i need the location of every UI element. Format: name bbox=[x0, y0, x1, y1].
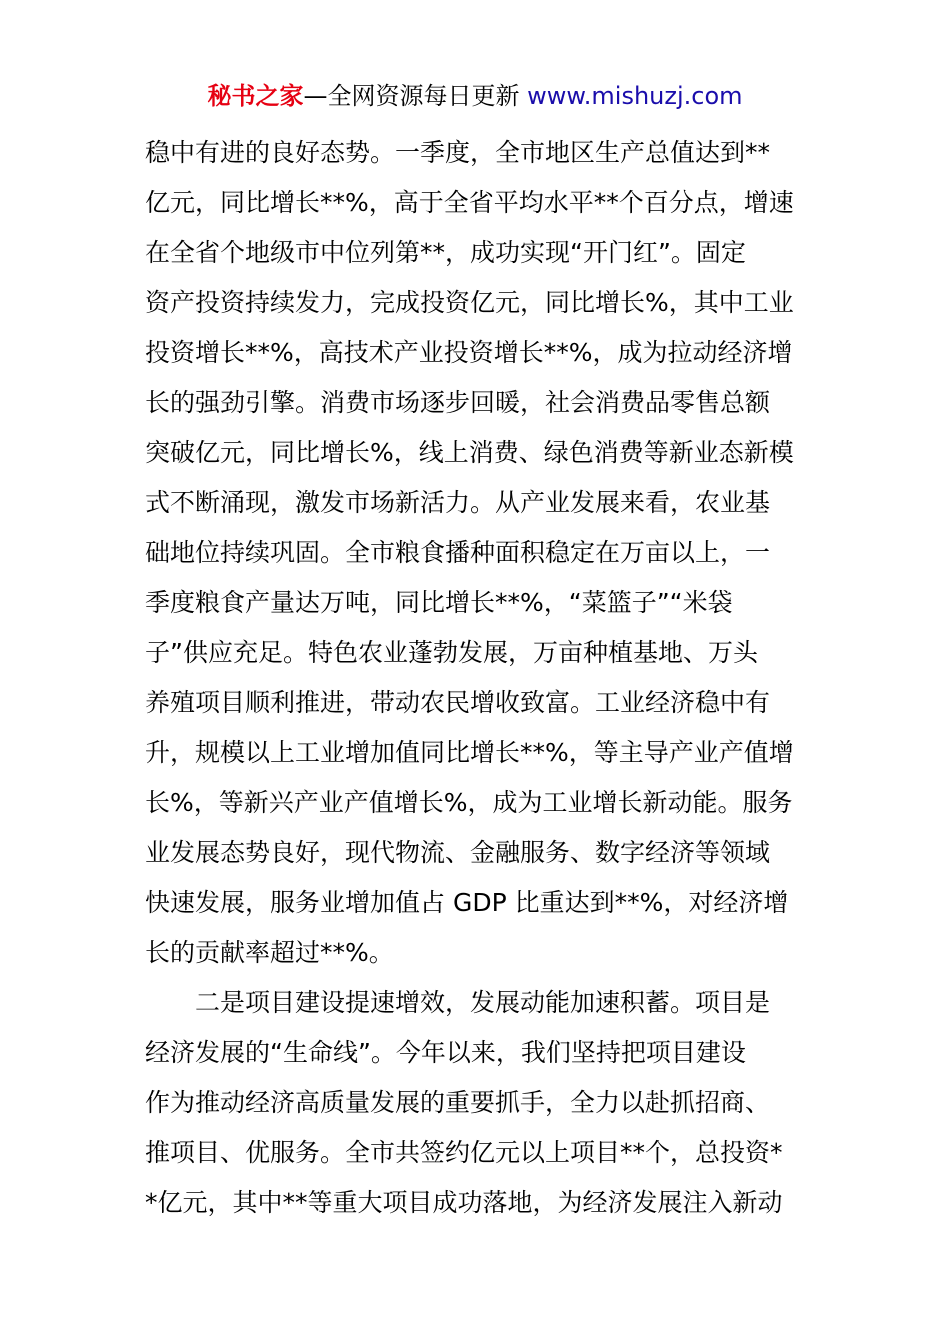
text-line: 业发展态势良好，现代物流、金融服务、数字经济等领域 bbox=[145, 838, 771, 867]
text-line: 长的贡献率超过**%。 bbox=[145, 938, 394, 967]
text-line: 稳中有进的良好态势。一季度，全市地区生产总值达到** bbox=[145, 138, 771, 167]
text-line: 子”供应充足。特色农业蓬勃发展，万亩种植基地、万头 bbox=[145, 638, 758, 667]
text-line: 突破亿元，同比增长%，线上消费、绿色消费等新业态新模 bbox=[145, 438, 794, 467]
text-line: 推项目、优服务。全市共签约亿元以上项目**个，总投资* bbox=[145, 1138, 783, 1167]
text-line: 季度粮食产量达万吨，同比增长**%，“菜篮子”“米袋 bbox=[145, 588, 733, 617]
text-line: 资产投资持续发力，完成投资亿元，同比增长%，其中工业 bbox=[145, 288, 794, 317]
site-url-link[interactable]: www.mishuzj.com bbox=[527, 82, 743, 110]
text-line: 升，规模以上工业增加值同比增长**%，等主导产业产值增 bbox=[145, 738, 794, 767]
text-line: 养殖项目顺利推进，带动农民增收致富。工业经济稳中有 bbox=[145, 688, 771, 717]
text-line: 长的强劲引擎。消费市场逐步回暖，社会消费品零售总额 bbox=[145, 388, 771, 417]
text-line: 亿元，同比增长**%，高于全省平均水平**个百分点，增速 bbox=[145, 188, 794, 217]
site-header bbox=[0, 80, 950, 112]
text-line: 快速发展，服务业增加值占 GDP 比重达到**%，对经济增 bbox=[145, 888, 789, 917]
text-line: 础地位持续巩固。全市粮食播种面积稳定在万亩以上，一 bbox=[145, 538, 771, 567]
text-line: 投资增长**%，高技术产业投资增长**%，成为拉动经济增 bbox=[145, 338, 793, 367]
text-line: 作为推动经济高质量发展的重要抓手，全力以赴抓招商、 bbox=[145, 1088, 771, 1117]
paragraph-start-line: 二是项目建设提速增效，发展动能加速积蓄。项目是 bbox=[195, 988, 771, 1017]
brand-name: 秘书之家 bbox=[207, 82, 304, 110]
text-line: 长%，等新兴产业产值增长%，成为工业增长新动能。服务 bbox=[145, 788, 793, 817]
text-line: *亿元，其中**等重大项目成功落地，为经济发展注入新动 bbox=[145, 1188, 783, 1217]
text-line: 经济发展的“生命线”。今年以来，我们坚持把项目建设 bbox=[145, 1038, 746, 1067]
text-line: 在全省个地级市中位列第**，成功实现“开门红”。固定 bbox=[145, 238, 746, 267]
document-body bbox=[145, 128, 825, 1228]
text-line: 式不断涌现，激发市场新活力。从产业发展来看，农业基 bbox=[145, 488, 771, 517]
site-tagline: —全网资源每日更新 bbox=[303, 82, 520, 110]
